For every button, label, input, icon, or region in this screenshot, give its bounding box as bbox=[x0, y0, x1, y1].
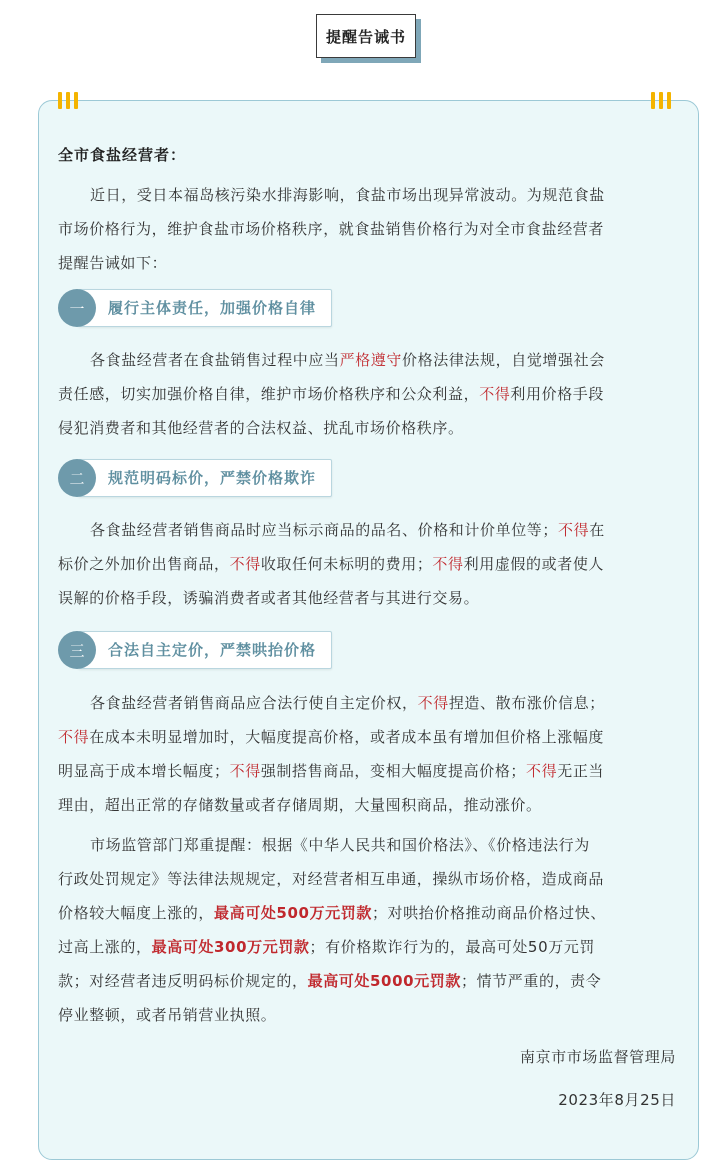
penalty-emphasis: 最高可处500万元罚款 bbox=[214, 904, 372, 922]
section-paragraph-1: 各食盐经营者在食盐销售过程中应当严格遵守价格法律法规，自觉增强社会 责任感，切实加强价格自律，维护市场价格秩序和公众利益，不得利用价格手段 侵犯消费者和其他经营者的合法权益、扰乱市场价格秩序。 bbox=[58, 351, 605, 437]
section-heading-1 bbox=[58, 289, 332, 329]
issuing-organization: 南京市市场监督管理局 bbox=[519, 1048, 676, 1066]
emphasis-text: 不得 bbox=[479, 385, 511, 403]
decoration-bars-left bbox=[58, 91, 78, 109]
section-paragraph-2: 各食盐经营者销售商品时应当标示商品的品名、价格和计价单位等；不得在 标价之外加价出售商品，不得收取任何未标明的费用；不得利用虚假的或者使人 误解的价格手段，诱骗消费者或者其他经营者与其进行交易。 bbox=[58, 521, 605, 607]
section-heading-2 bbox=[58, 459, 332, 499]
page-title: 提醒告诫书 bbox=[316, 14, 416, 58]
emphasis-text: 不得 bbox=[229, 555, 261, 573]
emphasis-text: 不得 bbox=[229, 762, 261, 780]
emphasis-text: 不得 bbox=[58, 728, 90, 746]
section-heading-3 bbox=[58, 631, 332, 671]
emphasis-text: 严格遵守 bbox=[339, 351, 403, 369]
title-block bbox=[316, 14, 420, 62]
salutation: 全市食盐经营者： bbox=[58, 146, 187, 164]
emphasis-text: 不得 bbox=[432, 555, 464, 573]
emphasis-text: 不得 bbox=[558, 521, 590, 539]
warning-paragraph: 市场监管部门郑重提醒：根据《中华人民共和国价格法》、《价格违法行为 行政处罚规定》等法律法规规定，对经营者相互串通，操纵市场价格，造成商品 价格较大幅度上涨的，最高可处500万元罚款；对哄抬价格推动商品价格过快、 过高上涨的，最高可处300万元罚款；有价格欺诈行为的，最高可处50万元罚 款；对经营者违反明码标价规定的，最高可处5000元罚款；情节严重的，责令 停业整顿，或者吊销营业执照。 bbox=[58, 836, 606, 1024]
emphasis-text: 不得 bbox=[526, 762, 558, 780]
section-number-badge: 二 bbox=[58, 459, 96, 497]
section-heading-text: 合法自主定价，严禁哄抬价格 bbox=[108, 641, 317, 659]
penalty-emphasis: 最高可处300万元罚款 bbox=[151, 938, 310, 956]
intro-paragraph: 近日，受日本福岛核污染水排海影响，食盐市场出现异常波动。为规范食盐 市场价格行为，维护食盐市场价格秩序，就食盐销售价格行为对全市食盐经营者 提醒告诫如下： bbox=[58, 186, 605, 272]
section-paragraph-3: 各食盐经营者销售商品应合法行使自主定价权，不得捏造、散布涨价信息； 不得在成本未明显增加时，大幅度提高价格，或者成本虽有增加但价格上涨幅度 明显高于成本增长幅度；不得强制搭售商品，变相大幅度提高价格；不得无正当 理由，超出正常的存储数量或者存储周期，大量囤积商品，推动涨价。 bbox=[58, 694, 605, 814]
section-heading-text: 履行主体责任，加强价格自律 bbox=[108, 299, 317, 317]
section-number-badge: 三 bbox=[58, 631, 96, 669]
section-number-badge: 一 bbox=[58, 289, 96, 327]
emphasis-text: 不得 bbox=[417, 694, 449, 712]
issue-date: 2023年8月25日 bbox=[558, 1091, 676, 1109]
section-heading-text: 规范明码标价，严禁价格欺诈 bbox=[108, 469, 317, 487]
decoration-bars-right bbox=[651, 91, 671, 109]
penalty-emphasis: 最高可处5000元罚款 bbox=[307, 972, 461, 990]
